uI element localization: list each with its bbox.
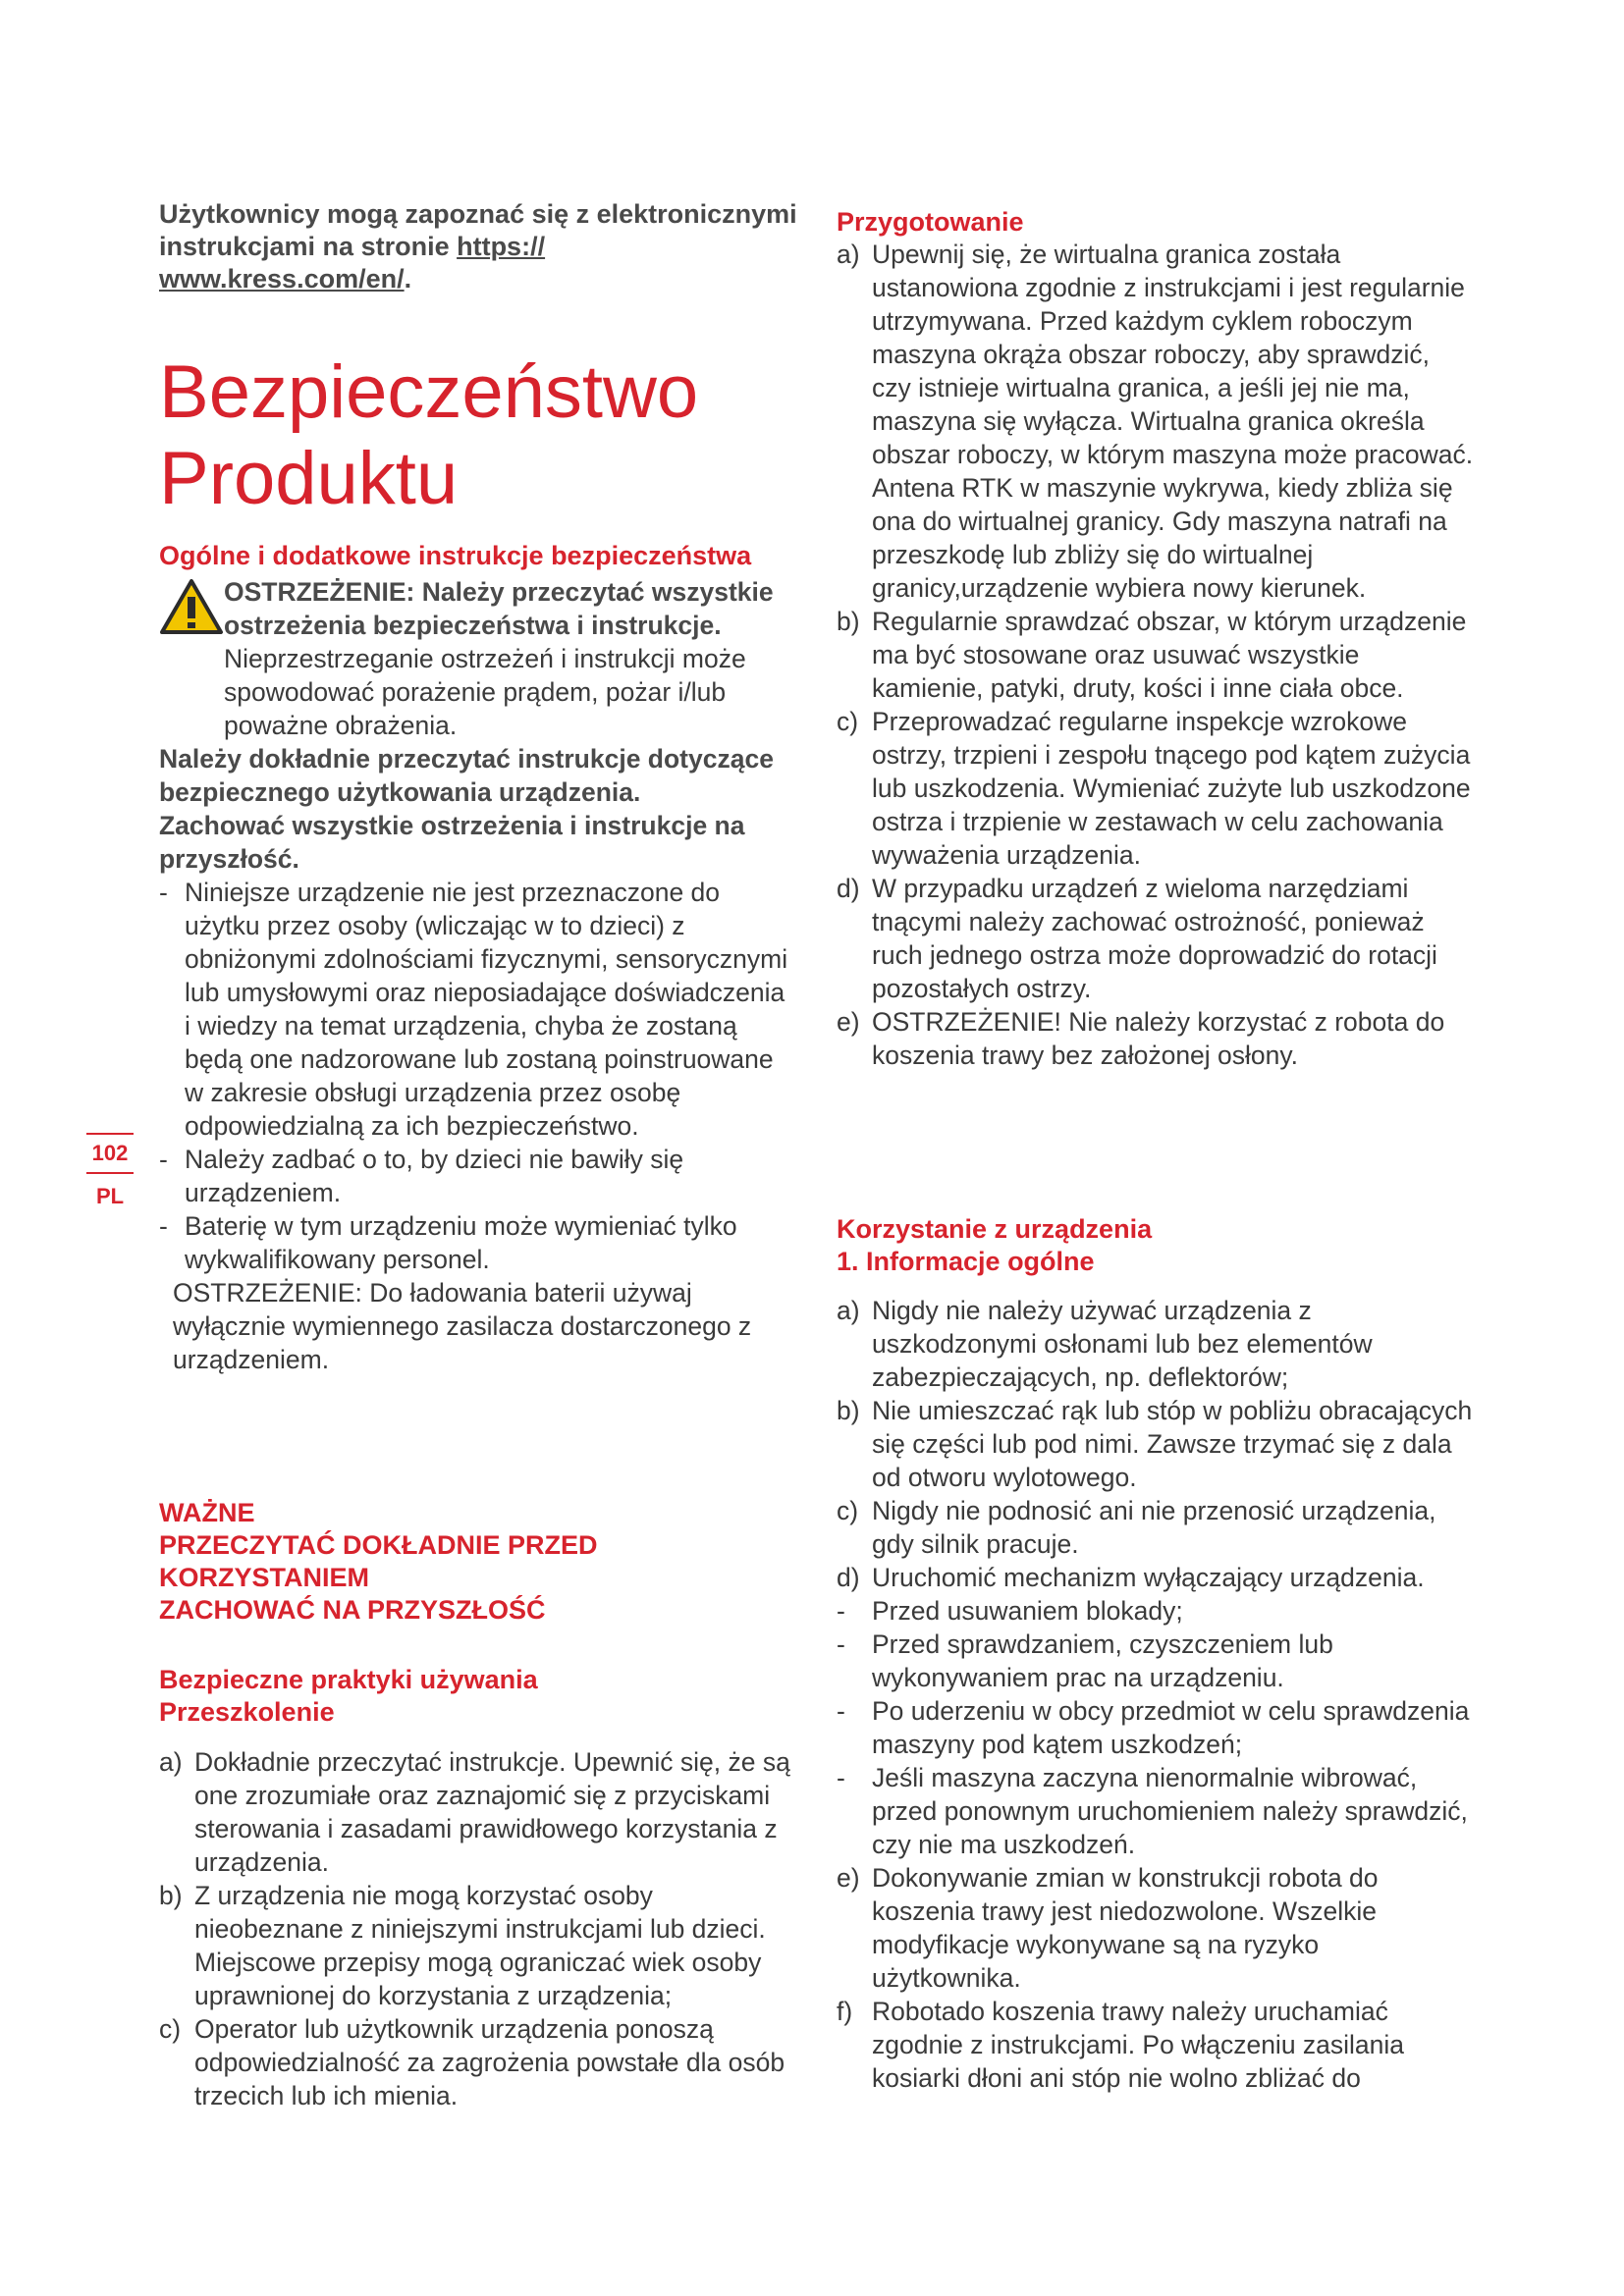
warning-icon (159, 577, 224, 636)
list-item-text: Niniejsze urządzenie nie jest przeznaczone do użytku przez osoby (wliczając w to dzieci) z obniżonymi zdolnościami fizycznymi, sensorycznymi lub umysłowymi oraz nieposiadające doświadczenia i wiedzy na temat urządzenia, chyba że zostaną będą one nadzorowane lub zostaną poinstruowane w zakresie obsługi urządzenia przez osobę odpowiedzialną za ich bezpieczeństwo. (185, 878, 788, 1141)
intro-text: Użytkownicy mogą zapoznać się z elektronicznymi instrukcjami na stronie (159, 199, 797, 261)
warning-block (159, 575, 797, 1376)
list-item-text: Upewnij się, że wirtualna granica została ustanowiona zgodnie z instrukcjami i jest regularnie utrzymywana. Przed każdym cyklem roboczym maszyna okrąża obszar roboczy, aby sprawdzić, czy istnieje wirtualna granica, a jeśli jej nie ma, maszyna się wyłącza. Wirtualna granica określa obszar roboczy, w którym maszyna może pracować. Antena RTK w maszynie wykrywa, kiedy zbliża się ona do wirtualnej granicy. Gdy maszyna natrafi na przeszkodę lub zbliży się do wirtualnej granicy,urządzenie wybiera nowy kierunek. (872, 240, 1474, 603)
charging-warning: OSTRZEŻENIE: Do ładowania baterii używaj wyłącznie wymiennego zasilacza dostarczonego z urządzeniem. (173, 1278, 752, 1374)
list-item-text: Z urządzenia nie mogą korzystać osoby nieobeznane z niniejszymi instrukcjami lub dzieci. Miejscowe przepisy mogą ograniczać wiek osoby uprawnionej do korzystania z urządzenia; (194, 1881, 766, 2010)
general-info-heading: 1. Informacje ogólne (837, 1247, 1095, 1276)
list-item-text: Baterię w tym urządzeniu może wymieniać tylko wykwalifikowany personel. (185, 1211, 737, 1274)
preparation-heading: Przygotowanie (837, 207, 1024, 237)
list-item-text: Przed usuwaniem blokady; (872, 1596, 1183, 1626)
list-item-text: Dokonywanie zmian w konstrukcji robota do koszenia trawy jest niedozwolone. Wszelkie modyfikacje wykonywane są na ryzyko użytkownika. (872, 1863, 1379, 1993)
practices-section (159, 1664, 797, 1729)
training-list (159, 1745, 797, 2112)
general-safety-heading: Ogólne i dodatkowe instrukcje bezpieczeństwa (159, 541, 752, 570)
usage-list (837, 1294, 1475, 2095)
list-item: e) OSTRZEŻENIE! Nie należy korzystać z robota do koszenia trawy bez założonej osłony. (837, 1007, 1445, 1070)
divider (86, 1133, 134, 1135)
divider (86, 1172, 134, 1174)
list-item-text: Dokładnie przeczytać instrukcje. Upewnić się, że są one zrozumiałe oraz zaznajomić się z przyciskami sterowania i zasadami prawidłowego korzystania z urządzenia. (194, 1747, 790, 1877)
list-item: c) Nigdy nie podnosić ani nie przenosić urządzenia, gdy silnik pracuje. (837, 1496, 1436, 1559)
important-line: PRZECZYTAĆ DOKŁADNIE PRZED KORZYSTANIEM (159, 1530, 598, 1592)
list-item: c) Przeprowadzać regularne inspekcje wzrokowe ostrzy, trzpieni i zespołu tnącego pod kątem zużycia lub uszkodzenia. Wymieniać zużyte lub uszkodzone ostrza i trzpienie w zestawach w celu zachowania wyważenia urządzenia. (837, 707, 1471, 870)
list-item: f) Robotado koszenia trawy należy uruchamiać zgodnie z instrukcjami. Po włączeniu zasilania kosiarki dłoni ani stóp nie wolno zbliżać do (837, 1997, 1405, 2093)
page-marker (86, 1129, 134, 1211)
usage-section-heading (837, 1213, 1475, 1278)
list-item-text: Nigdy nie podnosić ani nie przenosić urządzenia, gdy silnik pracuje. (872, 1496, 1436, 1559)
list-item-text: Należy zadbać o to, by dzieci nie bawiły się urządzeniem. (185, 1145, 684, 1207)
list-item-text: Regularnie sprawdzać obszar, w którym urządzenie ma być stosowane oraz usuwać wszystkie kamienie, patyki, druty, kości i inne ciała obce. (872, 607, 1467, 703)
list-item-text: Nie umieszczać rąk lub stóp w pobliżu obracających się części lub pod nimi. Zawsze trzymać się z dala od otworu wylotowego. (872, 1396, 1473, 1492)
read-instructions-text: Należy dokładnie przeczytać instrukcje dotyczące bezpiecznego użytkowania urządzenia. (159, 744, 774, 807)
warning-bold-text: OSTRZEŻENIE: Należy przeczytać wszystkie ostrzeżenia bezpieczeństwa i instrukcje. (224, 577, 774, 640)
list-item-text: Nigdy nie należy używać urządzenia z uszkodzonymi osłonami lub bez elementów zabezpieczających, np. deflektorów; (872, 1296, 1373, 1392)
page-number: 102 (91, 1141, 129, 1165)
warning-paragraph (159, 575, 797, 742)
list-item: a) Upewnij się, że wirtualna granica została ustanowiona zgodnie z instrukcjami i jest regularnie utrzymywana. Przed każdym cyklem roboczym maszyna okrąża obszar roboczy, aby sprawdzić, czy istnieje wirtualna granica, a jeśli jej nie ma, maszyna się wyłącza. Wirtualna granica określa obszar roboczy, w którym maszyna może pracować. Antena RTK w maszynie wykrywa, kiedy zbliża się ona do wirtualnej granicy. Gdy maszyna natrafi na przeszkodę lub zbliży się do wirtualnej granicy,urządzenie wybiera nowy kierunek. (837, 240, 1474, 603)
important-notice (159, 1497, 797, 1627)
list-item: - Przed usuwaniem blokady; (837, 1596, 1183, 1626)
intro-paragraph (159, 198, 797, 295)
language-code: PL (95, 1184, 125, 1208)
list-item: b) Nie umieszczać rąk lub stóp w pobliżu obracających się części lub pod nimi. Zawsze trzymać się z dala od otworu wylotowego. (837, 1396, 1473, 1492)
preparation-list (837, 238, 1475, 1072)
important-line: ZACHOWAĆ NA PRZYSZŁOŚĆ (159, 1595, 546, 1625)
important-line: WAŻNE (159, 1498, 255, 1527)
list-item: c) Operator lub użytkownik urządzenia ponoszą odpowiedzialność za zagrożenia powstałe dla osób trzecich lub ich mienia. (159, 2014, 785, 2110)
title-line-1: Bezpieczeństwo (159, 350, 699, 434)
list-item: - Jeśli maszyna zaczyna nienormalnie wibrować, przed ponownym uruchomieniem należy sprawdzić, czy nie ma uszkodzeń. (837, 1763, 1468, 1859)
list-item-text: Przed sprawdzaniem, czyszczeniem lub wykonywaniem prac na urządzeniu. (872, 1629, 1333, 1692)
intro-suffix: . (404, 264, 412, 294)
practices-heading: Bezpieczne praktyki używania (159, 1665, 538, 1694)
list-item-text: Przeprowadzać regularne inspekcje wzrokowe ostrzy, trzpieni i zespołu tnącego pod kątem zużycia lub uszkodzenia. Wymieniać zużyte lub uszkodzone ostrza i trzpienie w zestawach w celu zachowania wyważenia urządzenia. (872, 707, 1471, 870)
list-item-text: W przypadku urządzeń z wieloma narzędziami tnącymi należy zachować ostrożność, ponieważ ruch jednego ostrza może doprowadzić do rotacji pozostałych ostrzy. (872, 874, 1437, 1003)
page-title (159, 349, 698, 522)
warning-text: Nieprzestrzeganie ostrzeżeń i instrukcji może spowodować porażenie prądem, pożar i/lub poważne obrażenia. (224, 644, 746, 740)
list-item: d) W przypadku urządzeń z wieloma narzędziami tnącymi należy zachować ostrożność, ponieważ ruch jednego ostrza może doprowadzić do rotacji pozostałych ostrzy. (837, 874, 1437, 1003)
list-item: a) Nigdy nie należy używać urządzenia z uszkodzonymi osłonami lub bez elementów zabezpieczających, np. deflektorów; (837, 1296, 1373, 1392)
list-item: - Po uderzeniu w obcy przedmiot w celu sprawdzenia maszyny pod kątem uszkodzeń; (837, 1696, 1470, 1759)
list-item: - Niniejsze urządzenie nie jest przeznaczone do użytku przez osoby (wliczając w to dzieci) z obniżonymi zdolnościami fizycznymi, sensorycznymi lub umysłowymi oraz nieposiadające doświadczenia i wiedzy na temat urządzenia, chyba że zostaną będą one nadzorowane lub zostaną poinstruowane w zakresie obsługi urządzenia przez osobę odpowiedzialną za ich bezpieczeństwo. (159, 878, 788, 1141)
list-item-text: Robotado koszenia trawy należy uruchamiać zgodnie z instrukcjami. Po włączeniu zasilania kosiarki dłoni ani stóp nie wolno zbliżać do (872, 1997, 1405, 2093)
list-item: b) Z urządzenia nie mogą korzystać osoby nieobeznane z niniejszymi instrukcjami lub dzieci. Miejscowe przepisy mogą ograniczać wiek osoby uprawnionej do korzystania z urządzenia; (159, 1881, 766, 2010)
list-item: d) Uruchomić mechanizm wyłączający urządzenia. (837, 1563, 1425, 1592)
list-item-text: Jeśli maszyna zaczyna nienormalnie wibrować, przed ponownym uruchomieniem należy sprawdzić, czy nie ma uszkodzeń. (872, 1763, 1468, 1859)
list-item: e) Dokonywanie zmian w konstrukcji robota do koszenia trawy jest niedozwolone. Wszelkie modyfikacje wykonywane są na ryzyko użytkownika. (837, 1863, 1379, 1993)
list-item-text: Po uderzeniu w obcy przedmiot w celu sprawdzenia maszyny pod kątem uszkodzeń; (872, 1696, 1470, 1759)
title-line-2: Produktu (159, 437, 459, 520)
list-item: - Należy zadbać o to, by dzieci nie bawiły się urządzeniem. (159, 1145, 684, 1207)
list-item: a) Dokładnie przeczytać instrukcje. Upewnić się, że są one zrozumiałe oraz zaznajomić się z przyciskami sterowania i zasadami prawidłowego korzystania z urządzenia. (159, 1747, 790, 1877)
list-item: - Przed sprawdzaniem, czyszczeniem lub wykonywaniem prac na urządzeniu. (837, 1629, 1333, 1692)
training-heading: Przeszkolenie (159, 1697, 335, 1727)
manual-link[interactable]: https:// www.kress.com/en/ (159, 232, 546, 294)
list-item: - Baterię w tym urządzeniu może wymieniać tylko wykwalifikowany personel. (159, 1211, 737, 1274)
list-item-text: Operator lub użytkownik urządzenia ponoszą odpowiedzialność za zagrożenia powstałe dla osób trzecich lub ich mienia. (194, 2014, 785, 2110)
keep-instructions-text: Zachować wszystkie ostrzeżenia i instrukcje na przyszłość. (159, 811, 745, 874)
list-item-text: OSTRZEŻENIE! Nie należy korzystać z robota do koszenia trawy bez założonej osłony. (872, 1007, 1445, 1070)
list-item-text: Uruchomić mechanizm wyłączający urządzenia. (872, 1563, 1425, 1592)
list-item: b) Regularnie sprawdzać obszar, w którym urządzenie ma być stosowane oraz usuwać wszystkie kamienie, patyki, druty, kości i inne ciała obce. (837, 607, 1467, 703)
usage-heading: Korzystanie z urządzenia (837, 1214, 1153, 1244)
